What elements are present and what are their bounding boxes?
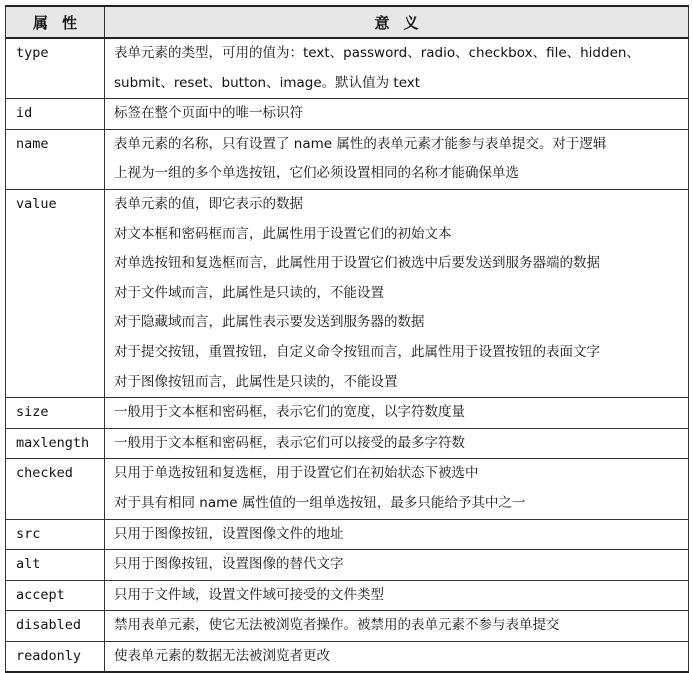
description-line: 对文本框和密码框而言，此属性用于设置它们的初始文本 bbox=[114, 225, 452, 242]
attribute-description-cell bbox=[105, 129, 689, 189]
attribute-description-cell bbox=[105, 428, 689, 459]
attribute-name-cell bbox=[6, 580, 105, 611]
attribute-description-cell bbox=[105, 519, 689, 550]
attribute-name-cell bbox=[6, 519, 105, 550]
table-row bbox=[6, 38, 689, 99]
attribute-name: maxlength bbox=[16, 434, 90, 451]
table-row bbox=[6, 428, 689, 459]
attribute-name-cell bbox=[6, 550, 105, 581]
table-row bbox=[6, 99, 689, 130]
table-row bbox=[6, 641, 689, 672]
description-line: 禁用表单元素，使它无法被浏览者操作。被禁用的表单元素不参与表单提交 bbox=[114, 617, 560, 634]
attribute-description-cell bbox=[105, 611, 689, 642]
attribute-name: value bbox=[16, 195, 57, 212]
description-line: submit、reset、button、image。默认值为 text bbox=[114, 74, 421, 91]
description-line: 对于隐藏域而言，此属性表示要发送到服务器的数据 bbox=[114, 314, 425, 331]
attribute-name: name bbox=[16, 135, 49, 152]
description-line: 表单元素的名称，只有设置了 name 属性的表单元素才能参与表单提交。对于逻辑 bbox=[114, 135, 607, 152]
attribute-description-cell bbox=[105, 459, 689, 519]
description-line: 一般用于文本框和密码框，表示它们的宽度，以字符数度量 bbox=[114, 404, 465, 421]
attribute-name-cell bbox=[6, 641, 105, 672]
attribute-name-cell bbox=[6, 611, 105, 642]
header-meaning: 意义 bbox=[105, 6, 689, 38]
attribute-description-cell bbox=[105, 550, 689, 581]
attribute-name: type bbox=[16, 45, 49, 61]
attribute-description-cell bbox=[105, 580, 689, 611]
attribute-name: size bbox=[16, 404, 49, 421]
description-line: 使表单元素的数据无法被浏览者更改 bbox=[114, 647, 330, 664]
table-row bbox=[6, 519, 689, 550]
attribute-name-cell bbox=[6, 99, 105, 130]
attribute-name: accept bbox=[16, 586, 65, 603]
description-line: 对单选按钮和复选框而言，此属性用于设置它们被选中后要发送到服务器端的数据 bbox=[114, 255, 600, 272]
table-row bbox=[6, 398, 689, 429]
attribute-name: src bbox=[16, 525, 41, 542]
description-line: 对于提交按钮，重置按钮，自定义命令按钮而言，此属性用于设置按钮的表面文字 bbox=[114, 343, 600, 360]
attribute-name: alt bbox=[16, 556, 41, 573]
attribute-description-cell bbox=[105, 641, 689, 672]
description-line: 只用于图像按钮，设置图像文件的地址 bbox=[114, 525, 344, 542]
attribute-table bbox=[5, 5, 689, 673]
attribute-description-cell bbox=[105, 99, 689, 130]
attribute-description-cell bbox=[105, 38, 689, 99]
description-line: 表单元素的类型，可用的值为：text、password、radio、checkbox、file、hidden、 bbox=[114, 45, 640, 61]
attribute-name-cell bbox=[6, 189, 105, 397]
table-row bbox=[6, 129, 689, 189]
attribute-name-cell bbox=[6, 129, 105, 189]
description-line: 标签在整个页面中的唯一标识符 bbox=[114, 105, 303, 122]
description-line: 对于具有相同 name 属性值的一组单选按钮，最多只能给予其中之一 bbox=[114, 494, 526, 511]
attribute-description-cell bbox=[105, 398, 689, 429]
attribute-name-cell bbox=[6, 428, 105, 459]
attribute-name: disabled bbox=[16, 617, 82, 634]
description-line: 表单元素的值，即它表示的数据 bbox=[114, 195, 303, 212]
description-line: 对于文件域而言，此属性是只读的，不能设置 bbox=[114, 284, 384, 301]
table-body bbox=[6, 38, 689, 672]
table-row bbox=[6, 189, 689, 397]
attribute-name: readonly bbox=[16, 647, 82, 664]
description-line: 上视为一组的多个单选按钮，它们必须设置相同的名称才能确保单选 bbox=[114, 165, 519, 182]
description-line: 对于图像按钮而言，此属性是只读的，不能设置 bbox=[114, 373, 398, 390]
attribute-name-cell bbox=[6, 459, 105, 519]
attribute-name: id bbox=[16, 105, 33, 122]
attribute-name-cell bbox=[6, 38, 105, 99]
attribute-description-cell bbox=[105, 189, 689, 397]
table-row bbox=[6, 611, 689, 642]
description-line: 只用于图像按钮，设置图像的替代文字 bbox=[114, 556, 344, 573]
attribute-name: checked bbox=[16, 465, 73, 482]
header-attribute: 属性 bbox=[6, 6, 105, 38]
description-line: 只用于单选按钮和复选框，用于设置它们在初始状态下被选中 bbox=[114, 465, 479, 482]
attribute-name-cell bbox=[6, 398, 105, 429]
table-row bbox=[6, 459, 689, 519]
description-line: 一般用于文本框和密码框，表示它们可以接受的最多字符数 bbox=[114, 434, 465, 451]
table-row bbox=[6, 550, 689, 581]
table-row bbox=[6, 580, 689, 611]
description-line: 只用于文件域，设置文件域可接受的文件类型 bbox=[114, 586, 384, 603]
table-header-row bbox=[6, 6, 689, 38]
